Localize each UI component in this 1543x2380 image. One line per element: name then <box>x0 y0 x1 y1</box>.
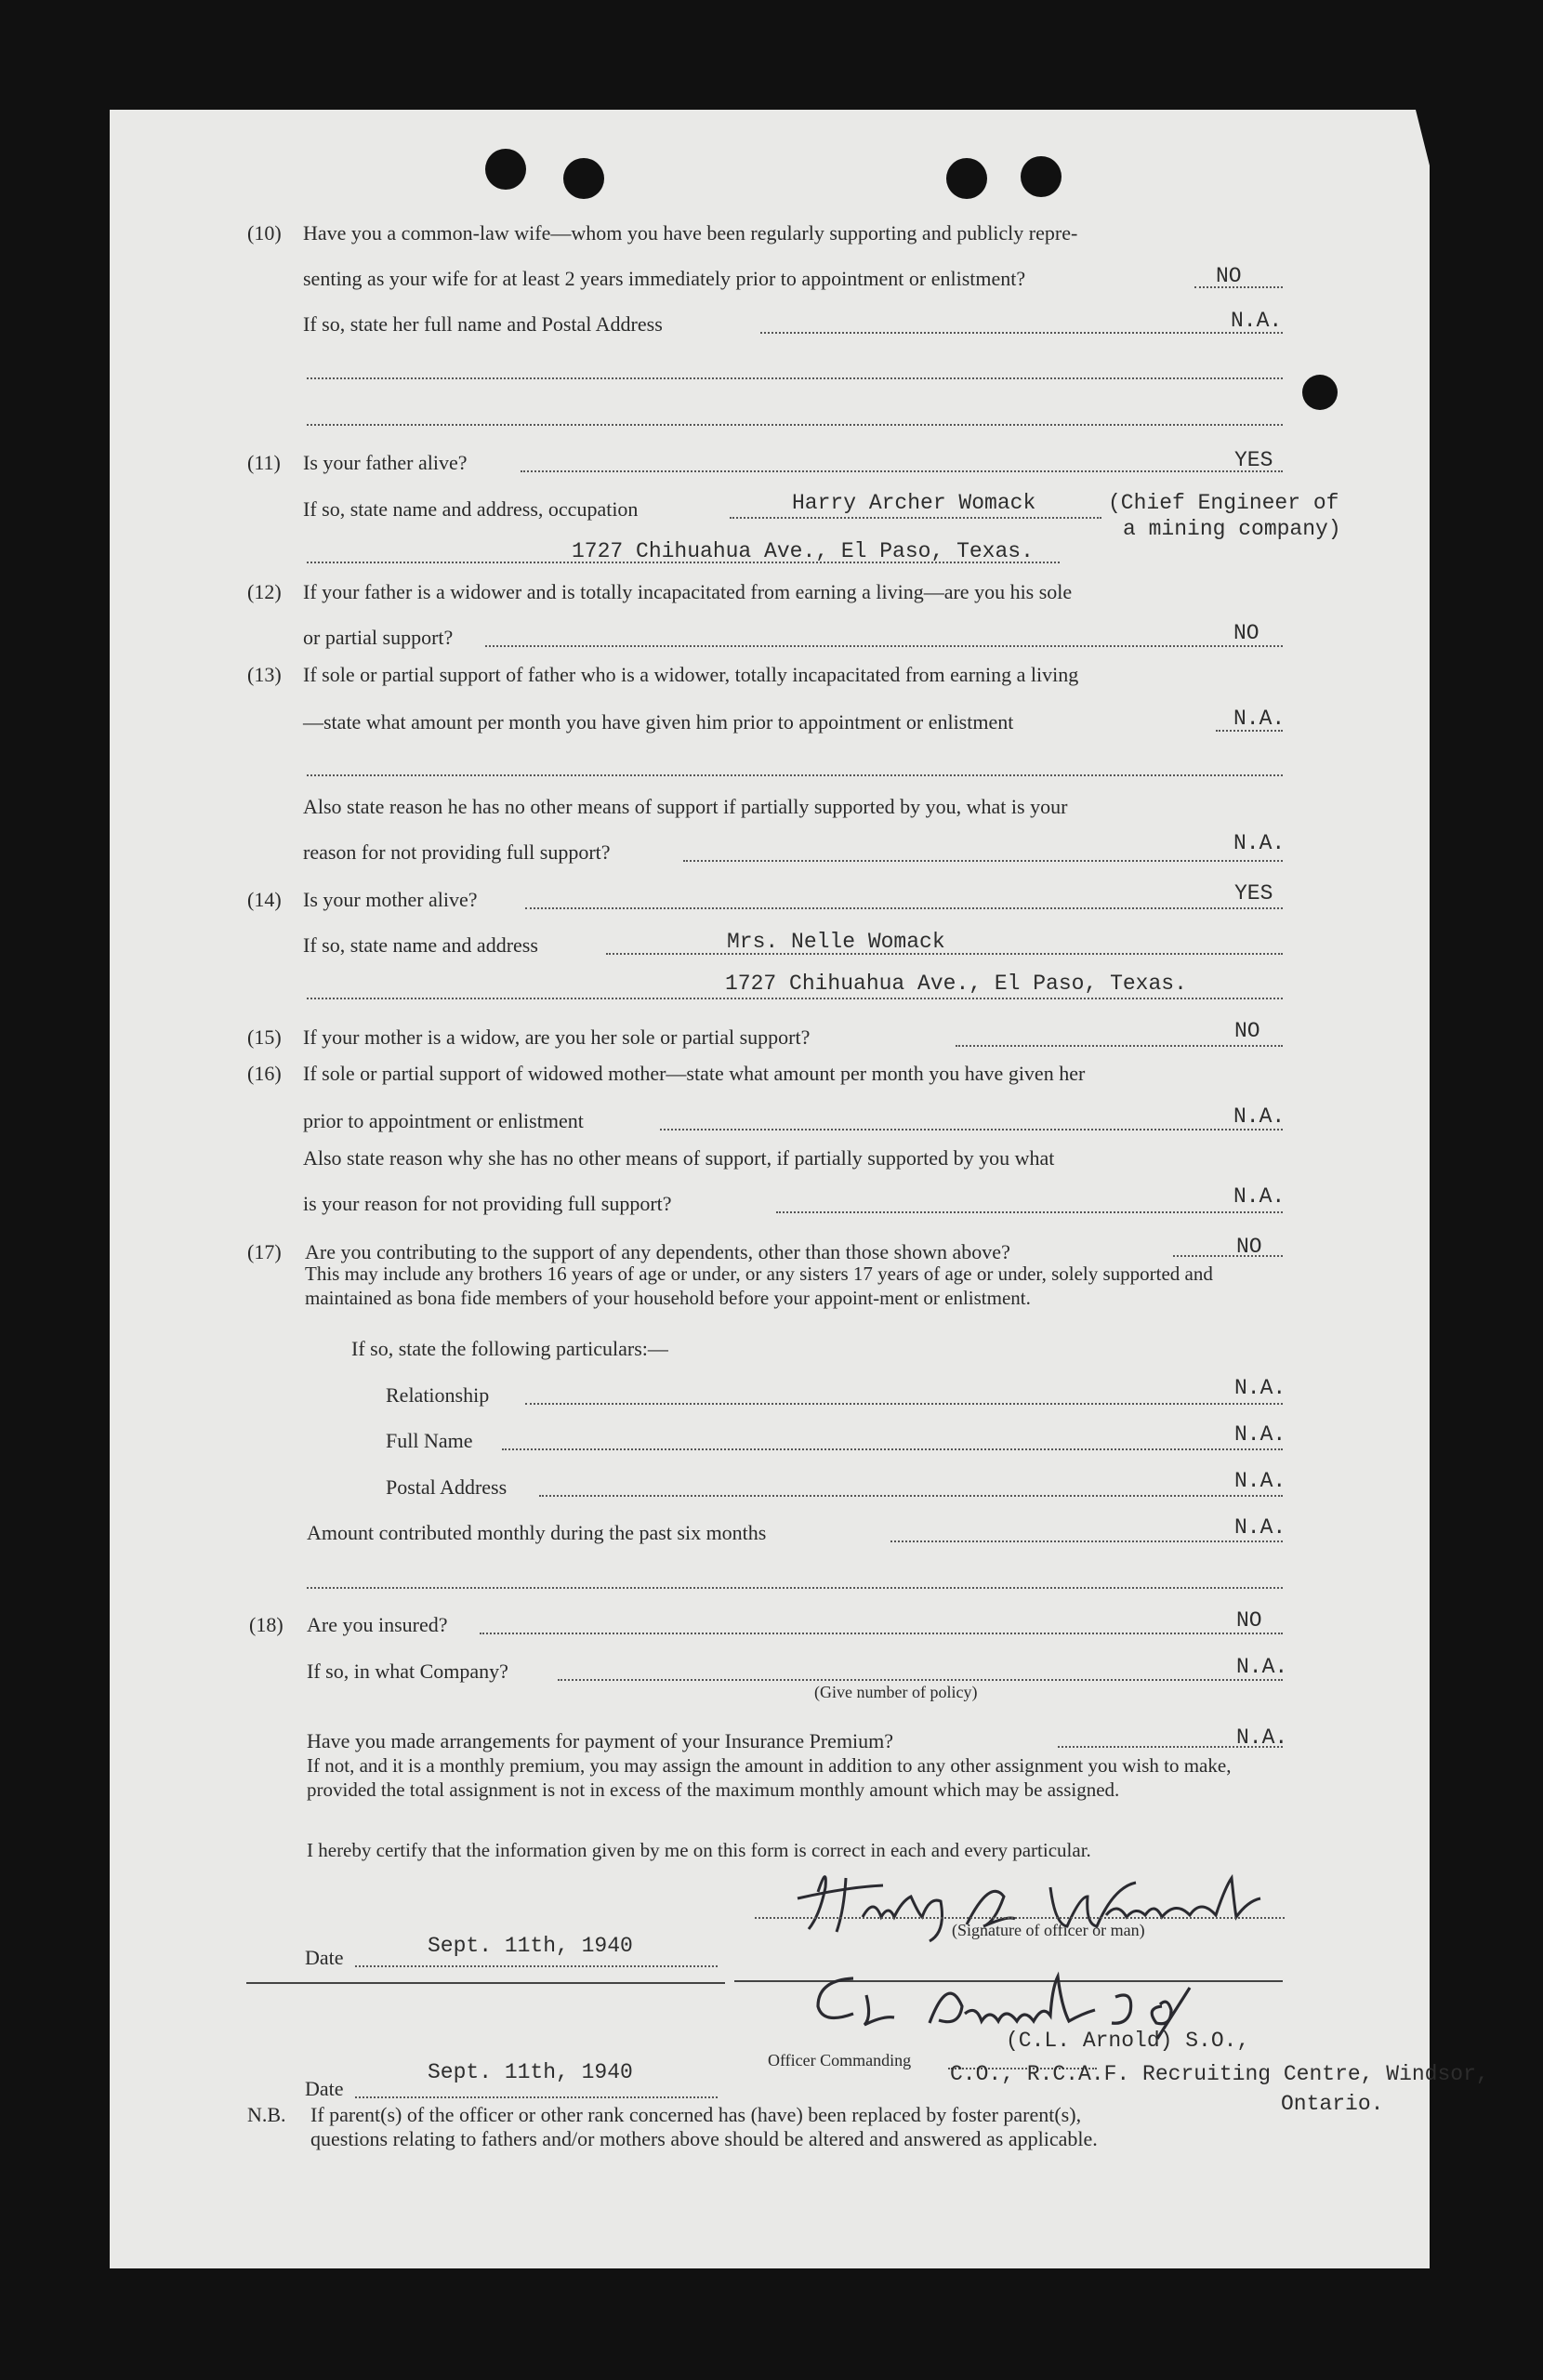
dotted-fill <box>355 1965 718 1967</box>
q15-answer[interactable]: NO <box>1234 1019 1260 1043</box>
date-label-1: Date <box>305 1946 344 1969</box>
father-occupation-2[interactable]: a mining company) <box>1123 517 1341 541</box>
date-label-2: Date <box>305 2077 344 2100</box>
q11-number: (11) <box>247 451 281 474</box>
date-2[interactable]: Sept. 11th, 1940 <box>428 2060 633 2084</box>
nb-line1: If parent(s) of the officer or other rank concerned has (have) been replaced by foster parent(s), <box>310 2103 1082 2126</box>
relationship-answer[interactable]: N.A. <box>1234 1376 1286 1400</box>
policy-hint: (Give number of policy) <box>814 1683 978 1701</box>
dotted-fill <box>307 377 1283 379</box>
q12-question-line2: or partial support? <box>303 626 454 649</box>
q17-particulars: If so, state the following particulars:— <box>351 1337 668 1360</box>
q13-question-line1: If sole or partial support of father who is a widower, totally incapacitated from earning a living <box>303 663 1079 686</box>
dotted-fill <box>558 1679 1283 1681</box>
q10-number: (10) <box>247 221 282 245</box>
dotted-fill <box>660 1129 1283 1130</box>
q16-reason-answer[interactable]: N.A. <box>1233 1184 1286 1209</box>
q13-number: (13) <box>247 663 282 686</box>
q17-question: Are you contributing to the support of any dependents, other than those shown above? <box>305 1240 1010 1263</box>
q18-company-label: If so, in what Company? <box>307 1659 508 1683</box>
premium-answer[interactable]: N.A. <box>1236 1726 1288 1750</box>
dotted-fill <box>480 1633 1283 1634</box>
q10-answer[interactable]: NO <box>1216 264 1242 288</box>
postal-address-label: Postal Address <box>386 1475 508 1499</box>
q10-question-line1: Have you a common-law wife—whom you have been regularly supporting and publicly repre- <box>303 221 1078 245</box>
q15-question: If your mother is a widow, are you her sole or partial support? <box>303 1025 811 1049</box>
officer-title-2[interactable]: Ontario. <box>1281 2092 1384 2116</box>
amount-label: Amount contributed monthly during the past six months <box>307 1521 767 1544</box>
nb-line2: questions relating to fathers and/or mothers above should be altered and answered as applicable. <box>310 2127 1098 2150</box>
q17-answer[interactable]: NO <box>1236 1235 1262 1259</box>
relationship-label: Relationship <box>386 1383 490 1407</box>
dotted-fill <box>485 645 1283 647</box>
q16-question-line2: prior to appointment or enlistment <box>303 1109 584 1132</box>
dotted-fill <box>539 1495 1283 1497</box>
father-occupation-1[interactable]: (Chief Engineer of <box>1108 491 1339 515</box>
postal-address-answer[interactable]: N.A. <box>1234 1469 1286 1493</box>
dotted-fill <box>683 860 1283 862</box>
officer-typed-name[interactable]: (C.L. Arnold) S.O., <box>1006 2029 1250 2053</box>
punch-hole <box>1302 375 1338 410</box>
q16-reason-line2: is your reason for not providing full support? <box>303 1192 672 1215</box>
q18-answer[interactable]: NO <box>1236 1608 1262 1633</box>
q10-sub-answer[interactable]: N.A. <box>1231 309 1283 333</box>
q11-answer[interactable]: YES <box>1234 448 1273 472</box>
q15-number: (15) <box>247 1025 282 1049</box>
dotted-fill <box>521 470 1283 472</box>
nb-label: N.B. <box>247 2103 286 2126</box>
punch-hole <box>563 158 604 199</box>
q14-question: Is your mother alive? <box>303 888 478 911</box>
dotted-fill <box>776 1211 1283 1213</box>
dotted-fill <box>502 1448 1283 1450</box>
q13-reason-line1: Also state reason he has no other means of support if partially supported by you, what is your <box>303 795 1068 818</box>
q16-number: (16) <box>247 1062 282 1085</box>
q17-note: This may include any brothers 16 years of age or under, or any sisters 17 years of age or under, solely supported and maintained as bona fide members of your household before your appoint-ment or enlistment. <box>305 1263 1213 1309</box>
q13-answer[interactable]: N.A. <box>1233 707 1286 731</box>
q12-question-line1: If your father is a widower and is totally incapacitated from earning a living—are you his sole <box>303 580 1073 603</box>
punch-hole <box>485 149 526 190</box>
dotted-fill <box>355 2096 718 2098</box>
fullname-label: Full Name <box>386 1429 473 1452</box>
dotted-fill <box>307 774 1283 776</box>
dotted-fill <box>307 998 1283 999</box>
mother-address[interactable]: 1727 Chihuahua Ave., El Paso, Texas. <box>725 972 1187 996</box>
premium-note: If not, and it is a monthly premium, you may assign the amount in addition to any other assignment you wish to make, provided the total assignment is not in excess of the maximum monthly amount which may be assigned. <box>307 1754 1232 1801</box>
q13-reason-answer[interactable]: N.A. <box>1233 831 1286 855</box>
dotted-fill <box>760 332 1283 334</box>
officer-title-1[interactable]: C.O., R.C.A.F. Recruiting Centre, Windsor, <box>950 2062 1489 2086</box>
signature-line <box>755 1917 1285 1919</box>
dotted-fill <box>525 907 1283 909</box>
punch-hole <box>1021 156 1062 197</box>
q11-question: Is your father alive? <box>303 451 468 474</box>
form-page <box>110 110 1430 2268</box>
date-1[interactable]: Sept. 11th, 1940 <box>428 1934 633 1958</box>
q10-sub-label: If so, state her full name and Postal Address <box>303 312 663 336</box>
q10-question-line2: senting as your wife for at least 2 years immediately prior to appointment or enlistment? <box>303 267 1026 290</box>
q18-question: Are you insured? <box>307 1613 448 1636</box>
q12-number: (12) <box>247 580 282 603</box>
applicant-signature-text: Harry A. Womack <box>772 1939 779 1940</box>
certification-statement: I hereby certify that the information given by me on this form is correct in each and every particular. <box>307 1839 1091 1861</box>
premium-label: Have you made arrangements for payment of your Insurance Premium? <box>307 1729 894 1752</box>
dotted-fill <box>890 1540 1283 1542</box>
q13-reason-line2: reason for not providing full support? <box>303 840 611 864</box>
applicant-signature-caption: (Signature of officer or man) <box>952 1921 1145 1939</box>
fullname-answer[interactable]: N.A. <box>1234 1422 1286 1447</box>
q18-company-answer[interactable]: N.A. <box>1236 1655 1288 1679</box>
q17-number: (17) <box>247 1240 282 1263</box>
dotted-fill <box>956 1045 1283 1047</box>
officer-commanding-label: Officer Commanding <box>768 2051 912 2069</box>
q11-sub-label: If so, state name and address, occupation <box>303 497 639 521</box>
q14-answer[interactable]: YES <box>1234 881 1273 906</box>
father-address[interactable]: 1727 Chihuahua Ave., El Paso, Texas. <box>572 539 1034 563</box>
officer-signature-text: C. L. Arnold S.O. <box>799 2042 807 2043</box>
q16-question-line1: If sole or partial support of widowed mother—state what amount per month you have given her <box>303 1062 1086 1085</box>
q13-question-line2: —state what amount per month you have given him prior to appointment or enlistment <box>303 710 1014 734</box>
q18-number: (18) <box>249 1613 284 1636</box>
section-divider <box>246 1982 725 1984</box>
dotted-fill <box>307 1587 1283 1589</box>
q12-answer[interactable]: NO <box>1233 621 1259 645</box>
father-name[interactable]: Harry Archer Womack <box>792 491 1036 515</box>
q14-sub-label: If so, state name and address <box>303 933 538 957</box>
dotted-fill <box>1173 1255 1283 1257</box>
dotted-fill <box>307 424 1283 426</box>
mother-name[interactable]: Mrs. Nelle Womack <box>727 930 945 954</box>
q16-answer[interactable]: N.A. <box>1233 1104 1286 1129</box>
punch-hole <box>946 158 987 199</box>
dotted-fill <box>730 517 1101 519</box>
amount-answer[interactable]: N.A. <box>1234 1515 1286 1540</box>
q16-reason-line1: Also state reason why she has no other means of support, if partially supported by you what <box>303 1146 1055 1170</box>
dotted-fill <box>525 1403 1283 1405</box>
q14-number: (14) <box>247 888 282 911</box>
